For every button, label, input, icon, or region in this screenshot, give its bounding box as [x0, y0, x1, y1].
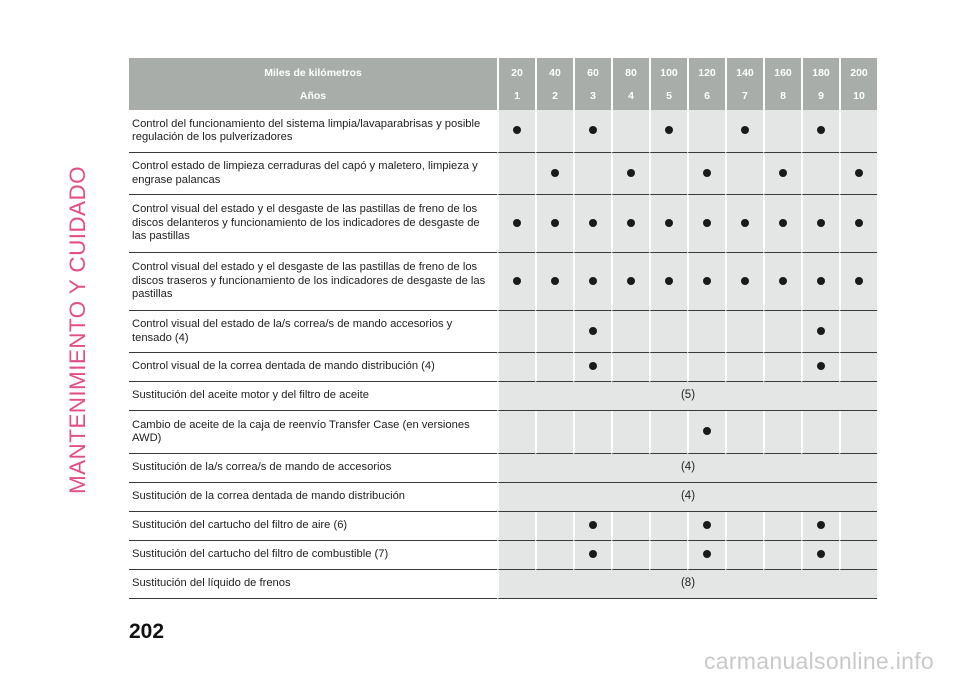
schedule-cell	[801, 411, 839, 454]
year-interval: 9	[801, 86, 839, 110]
scheduled-dot-icon	[817, 219, 825, 227]
schedule-cell	[763, 353, 801, 382]
schedule-cell	[649, 311, 687, 353]
operation-label: Sustitución del aceite motor y del filtro de aceite	[129, 382, 497, 411]
schedule-cell	[573, 311, 611, 353]
schedule-cell	[573, 512, 611, 541]
section-title-text: MANTENIMIENTO Y CUIDADO	[65, 166, 90, 494]
km-interval: 140	[725, 58, 763, 86]
schedule-cell	[839, 512, 877, 541]
schedule-cell	[611, 411, 649, 454]
table-body	[129, 110, 877, 599]
schedule-cell	[801, 195, 839, 253]
schedule-cell	[649, 153, 687, 195]
schedule-cell	[801, 512, 839, 541]
scheduled-dot-icon	[703, 169, 711, 177]
schedule-cell	[649, 110, 687, 153]
schedule-cell	[535, 195, 573, 253]
km-interval: 40	[535, 58, 573, 86]
scheduled-dot-icon	[627, 169, 635, 177]
schedule-cell	[801, 253, 839, 311]
schedule-cell	[763, 253, 801, 311]
schedule-cell	[763, 541, 801, 570]
table-row	[129, 512, 877, 541]
schedule-cell	[687, 195, 725, 253]
schedule-cell	[573, 195, 611, 253]
schedule-cell	[839, 153, 877, 195]
schedule-cell	[535, 541, 573, 570]
schedule-cell	[497, 311, 535, 353]
operation-label: Sustitución de la correa dentada de mando distribución	[129, 483, 497, 512]
schedule-cell	[497, 253, 535, 311]
schedule-cell	[649, 195, 687, 253]
schedule-cell	[725, 110, 763, 153]
year-interval: 5	[649, 86, 687, 110]
schedule-cell	[573, 353, 611, 382]
km-interval: 160	[763, 58, 801, 86]
schedule-cell	[497, 411, 535, 454]
schedule-cell	[497, 541, 535, 570]
header-row-km	[129, 58, 877, 86]
schedule-cell	[801, 541, 839, 570]
note-reference: (4)	[497, 483, 877, 512]
table-row	[129, 195, 877, 253]
scheduled-dot-icon	[589, 277, 597, 285]
operation-label: Control visual de la correa dentada de mando distribución (4)	[129, 353, 497, 382]
schedule-cell	[725, 512, 763, 541]
schedule-cell	[611, 512, 649, 541]
scheduled-dot-icon	[855, 219, 863, 227]
scheduled-dot-icon	[817, 327, 825, 335]
km-interval: 120	[687, 58, 725, 86]
scheduled-dot-icon	[817, 521, 825, 529]
schedule-cell	[649, 353, 687, 382]
schedule-cell	[687, 411, 725, 454]
schedule-cell	[573, 253, 611, 311]
scheduled-dot-icon	[703, 550, 711, 558]
schedule-cell	[535, 512, 573, 541]
scheduled-dot-icon	[779, 169, 787, 177]
table-row	[129, 153, 877, 195]
note-reference: (8)	[497, 570, 877, 599]
year-interval: 2	[535, 86, 573, 110]
schedule-cell	[611, 353, 649, 382]
year-interval: 10	[839, 86, 877, 110]
operation-label: Sustitución del cartucho del filtro de combustible (7)	[129, 541, 497, 570]
scheduled-dot-icon	[817, 126, 825, 134]
schedule-cell	[839, 195, 877, 253]
schedule-cell	[535, 253, 573, 311]
scheduled-dot-icon	[513, 126, 521, 134]
schedule-cell	[725, 411, 763, 454]
schedule-cell	[763, 311, 801, 353]
operation-label: Control estado de limpieza cerraduras del capó y maletero, limpieza y engrase palancas	[129, 153, 497, 195]
table-row	[129, 454, 877, 483]
scheduled-dot-icon	[703, 219, 711, 227]
table-row	[129, 483, 877, 512]
operation-label: Control visual del estado y el desgaste de las pastillas de freno de los discos traseros y funcionamiento de los indicadores de desgaste de las pastillas	[129, 253, 497, 311]
scheduled-dot-icon	[665, 277, 673, 285]
scheduled-dot-icon	[551, 277, 559, 285]
schedule-cell	[801, 311, 839, 353]
scheduled-dot-icon	[551, 219, 559, 227]
operation-label: Control visual del estado y el desgaste de las pastillas de freno de los discos delanteros y funcionamiento de los indicadores de desgaste de las pastillas	[129, 195, 497, 253]
schedule-cell	[535, 411, 573, 454]
header-row-years	[129, 86, 877, 110]
table-row	[129, 570, 877, 599]
operation-label: Sustitución de la/s correa/s de mando de accesorios	[129, 454, 497, 483]
year-interval: 6	[687, 86, 725, 110]
km-interval: 60	[573, 58, 611, 86]
scheduled-dot-icon	[741, 277, 749, 285]
maintenance-schedule-table	[129, 58, 877, 599]
schedule-cell	[839, 253, 877, 311]
schedule-cell	[687, 110, 725, 153]
schedule-cell	[497, 153, 535, 195]
year-interval: 8	[763, 86, 801, 110]
schedule-cell	[497, 353, 535, 382]
schedule-cell	[839, 311, 877, 353]
schedule-cell	[535, 311, 573, 353]
scheduled-dot-icon	[589, 521, 597, 529]
schedule-cell	[763, 195, 801, 253]
years-label: Años	[129, 86, 497, 110]
note-reference: (5)	[497, 382, 877, 411]
scheduled-dot-icon	[817, 277, 825, 285]
km-interval: 80	[611, 58, 649, 86]
schedule-cell	[497, 110, 535, 153]
scheduled-dot-icon	[855, 277, 863, 285]
scheduled-dot-icon	[779, 277, 787, 285]
schedule-cell	[611, 153, 649, 195]
table-row	[129, 253, 877, 311]
schedule-cell	[497, 512, 535, 541]
schedule-cell	[611, 253, 649, 311]
schedule-cell	[801, 110, 839, 153]
km-interval: 100	[649, 58, 687, 86]
schedule-cell	[611, 311, 649, 353]
operation-label: Control visual del estado de la/s correa/s de mando accesorios y tensado (4)	[129, 311, 497, 353]
table-row	[129, 311, 877, 353]
schedule-cell	[839, 353, 877, 382]
schedule-cell	[725, 311, 763, 353]
schedule-cell	[725, 153, 763, 195]
km-interval: 200	[839, 58, 877, 86]
schedule-cell	[801, 153, 839, 195]
schedule-cell	[763, 411, 801, 454]
scheduled-dot-icon	[779, 219, 787, 227]
year-interval: 7	[725, 86, 763, 110]
scheduled-dot-icon	[665, 219, 673, 227]
scheduled-dot-icon	[551, 169, 559, 177]
schedule-cell	[535, 353, 573, 382]
schedule-cell	[573, 110, 611, 153]
schedule-cell	[573, 411, 611, 454]
km-interval: 20	[497, 58, 535, 86]
operation-label: Cambio de aceite de la caja de reenvío Transfer Case (en versiones AWD)	[129, 411, 497, 454]
schedule-cell	[839, 110, 877, 153]
table-row	[129, 411, 877, 454]
schedule-cell	[687, 512, 725, 541]
scheduled-dot-icon	[741, 126, 749, 134]
note-reference: (4)	[497, 454, 877, 483]
schedule-cell	[763, 512, 801, 541]
scheduled-dot-icon	[703, 277, 711, 285]
year-interval: 3	[573, 86, 611, 110]
schedule-cell	[649, 411, 687, 454]
schedule-cell	[839, 411, 877, 454]
scheduled-dot-icon	[589, 362, 597, 370]
scheduled-dot-icon	[589, 550, 597, 558]
year-interval: 4	[611, 86, 649, 110]
scheduled-dot-icon	[703, 521, 711, 529]
page-number: 202	[129, 620, 165, 643]
km-interval: 180	[801, 58, 839, 86]
watermark: carmanualsonline.info	[703, 648, 934, 674]
schedule-cell	[687, 541, 725, 570]
scheduled-dot-icon	[817, 550, 825, 558]
operation-label: Control del funcionamiento del sistema limpia/lavaparabrisas y posible regulación de los pulverizadores	[129, 110, 497, 153]
schedule-cell	[687, 153, 725, 195]
scheduled-dot-icon	[589, 327, 597, 335]
schedule-cell	[725, 353, 763, 382]
operation-label: Sustitución del líquido de frenos	[129, 570, 497, 599]
table-row	[129, 382, 877, 411]
table-header	[129, 58, 877, 110]
schedule-cell	[839, 541, 877, 570]
scheduled-dot-icon	[817, 362, 825, 370]
scheduled-dot-icon	[741, 219, 749, 227]
schedule-cell	[687, 253, 725, 311]
operation-label: Sustitución del cartucho del filtro de aire (6)	[129, 512, 497, 541]
scheduled-dot-icon	[589, 219, 597, 227]
schedule-cell	[725, 541, 763, 570]
schedule-cell	[611, 195, 649, 253]
scheduled-dot-icon	[627, 277, 635, 285]
table-row	[129, 353, 877, 382]
schedule-cell	[687, 353, 725, 382]
schedule-cell	[725, 195, 763, 253]
schedule-cell	[725, 253, 763, 311]
schedule-cell	[535, 110, 573, 153]
schedule-cell	[649, 541, 687, 570]
schedule-cell	[535, 153, 573, 195]
schedule-cell	[687, 311, 725, 353]
schedule-cell	[763, 153, 801, 195]
scheduled-dot-icon	[513, 277, 521, 285]
schedule-cell	[763, 110, 801, 153]
scheduled-dot-icon	[703, 427, 711, 435]
schedule-cell	[497, 195, 535, 253]
schedule-cell	[611, 541, 649, 570]
km-label: Miles de kilómetros	[129, 58, 497, 86]
schedule-cell	[573, 541, 611, 570]
schedule-cell	[649, 253, 687, 311]
scheduled-dot-icon	[665, 126, 673, 134]
scheduled-dot-icon	[627, 219, 635, 227]
schedule-cell	[573, 153, 611, 195]
schedule-cell	[611, 110, 649, 153]
scheduled-dot-icon	[855, 169, 863, 177]
table-row	[129, 110, 877, 153]
schedule-cell	[801, 353, 839, 382]
scheduled-dot-icon	[589, 126, 597, 134]
table-row	[129, 541, 877, 570]
scheduled-dot-icon	[513, 219, 521, 227]
year-interval: 1	[497, 86, 535, 110]
schedule-cell	[649, 512, 687, 541]
